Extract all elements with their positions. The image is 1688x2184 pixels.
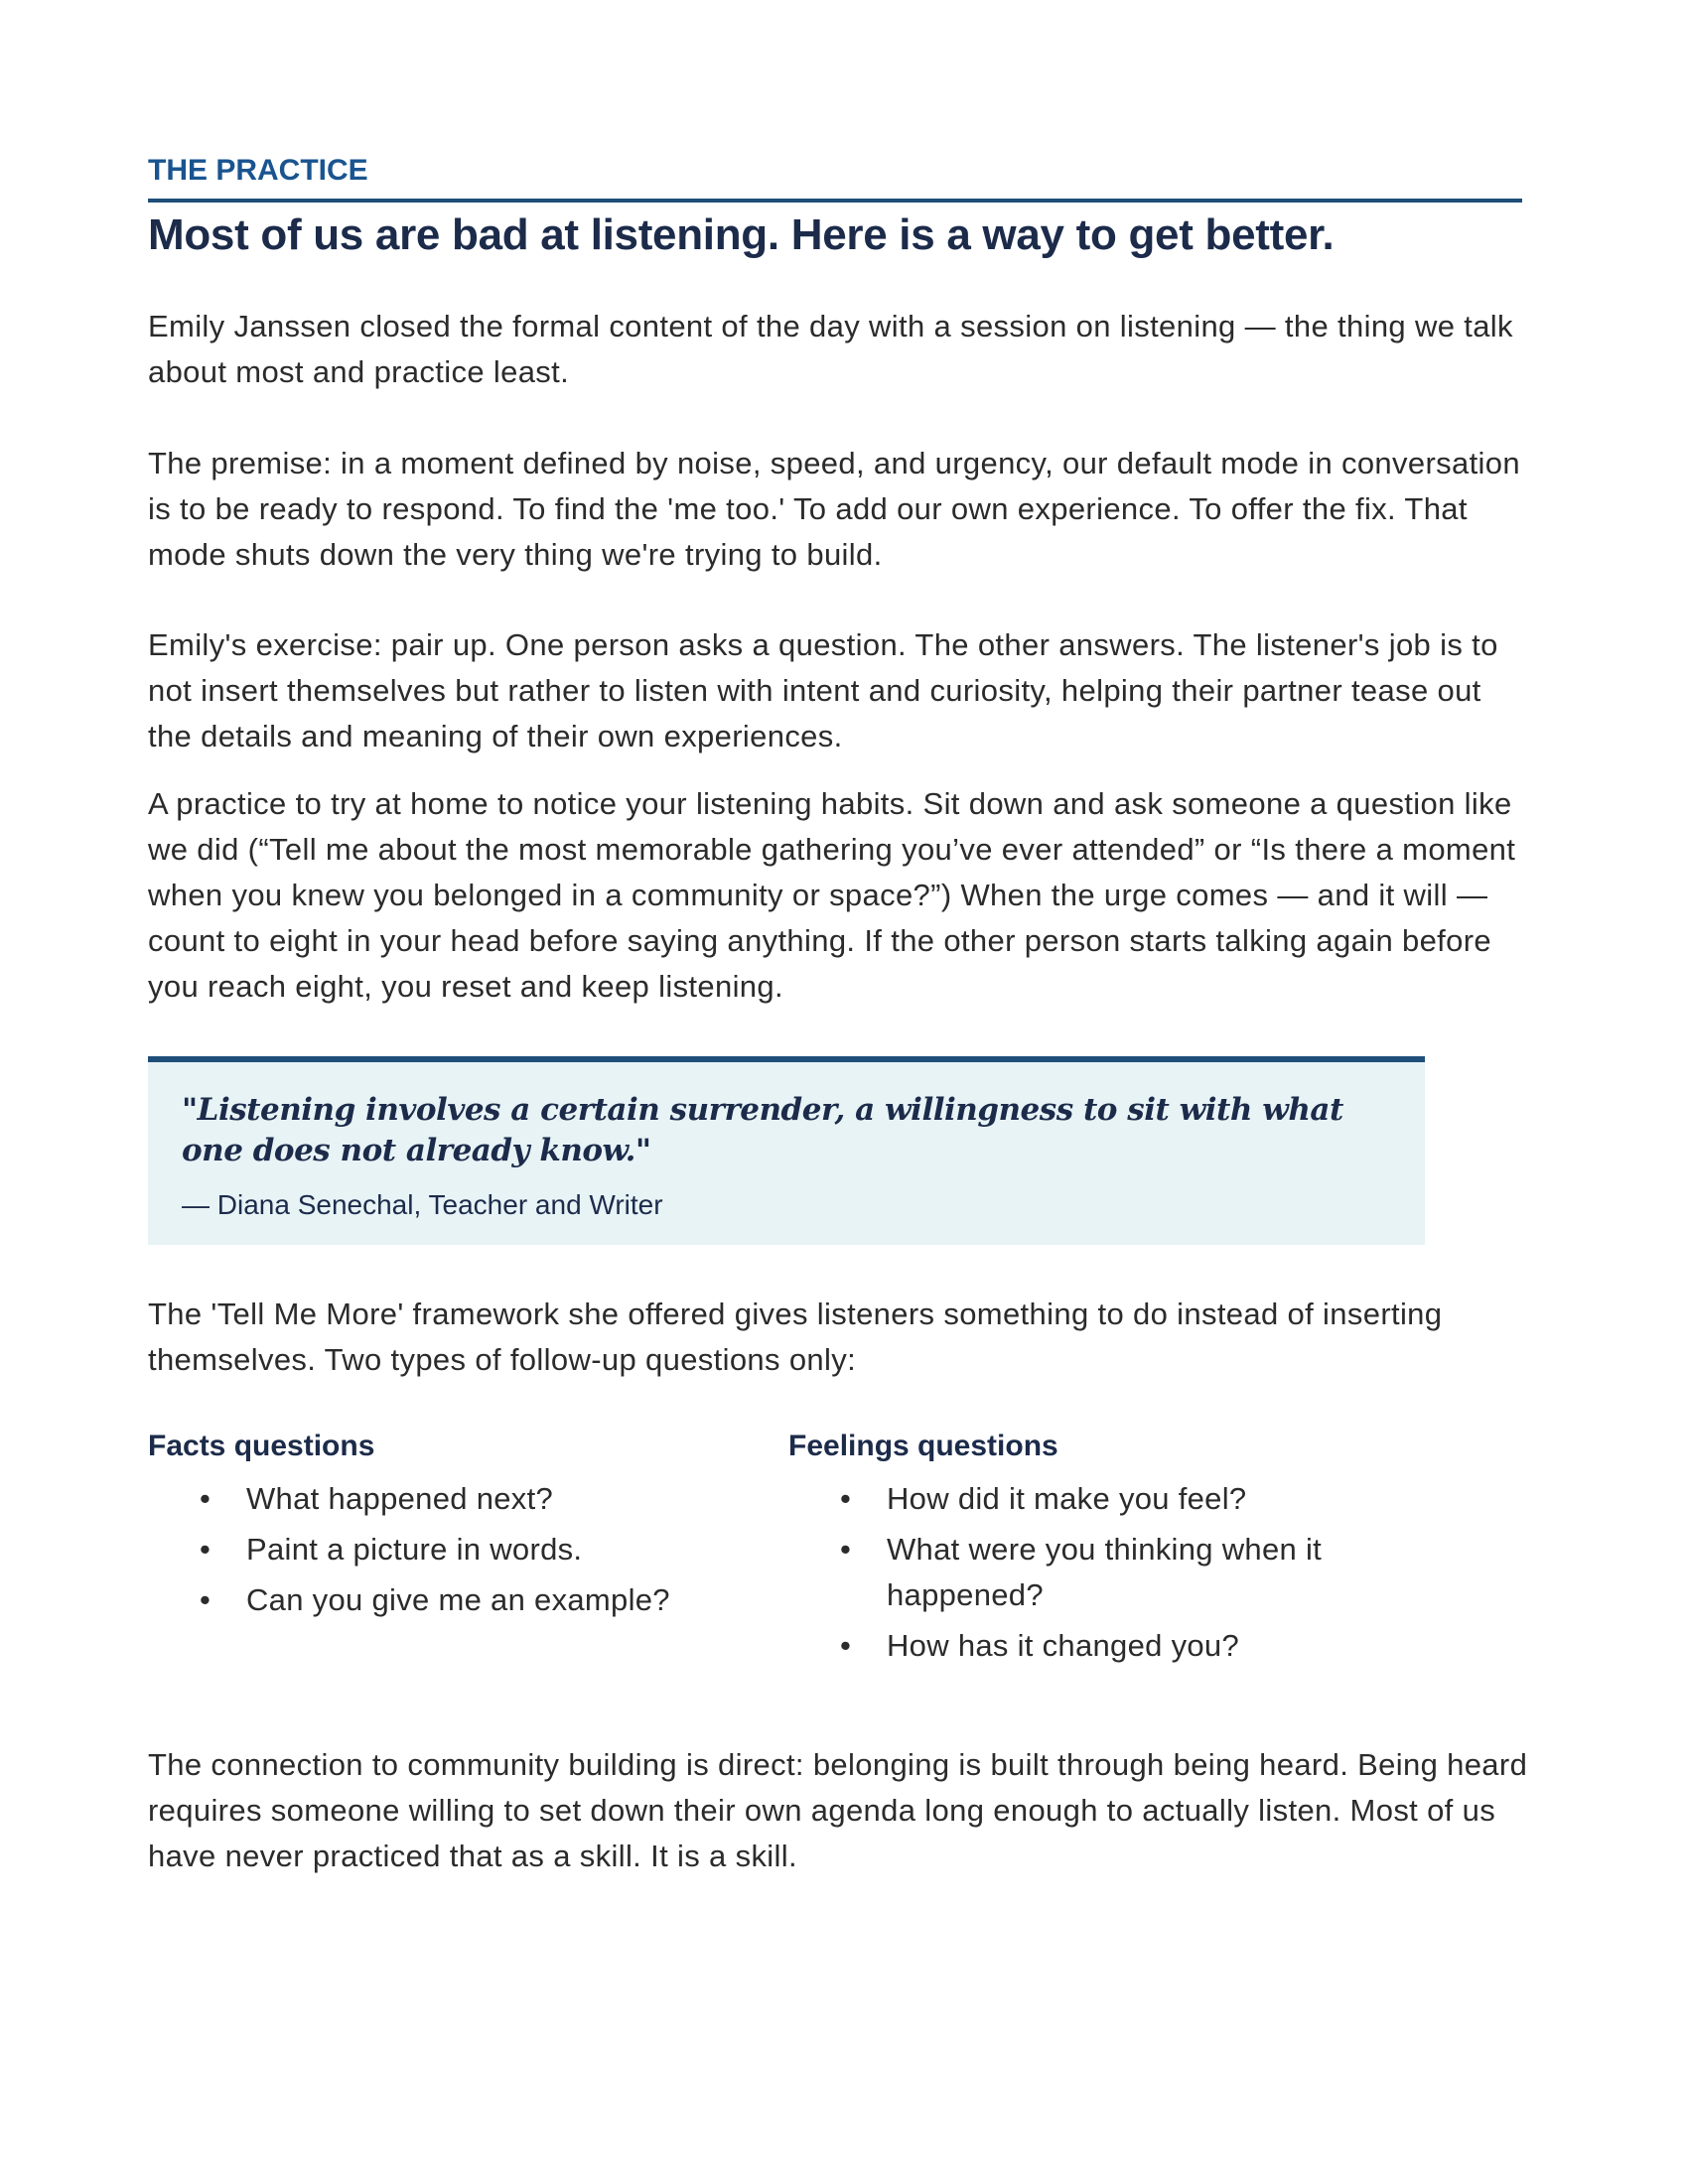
feelings-column xyxy=(788,1430,1344,1671)
list-item-text: Can you give me an example? xyxy=(246,1582,670,1617)
paragraph-framework: The 'Tell Me More' framework she offered gives listeners something to do instead of inserting themselves. Two types of follow-up questions only: xyxy=(148,1297,1443,1377)
paragraph-exercise: Emily's exercise: pair up. One person asks a question. The other answers. The listener's job is to not insert themselves but rather to listen with intent and curiosity, helping their partner tease out the details and meaning of their own experiences. xyxy=(148,627,1498,753)
bullet-icon: • xyxy=(840,1532,852,1567)
facts-column xyxy=(148,1430,744,1625)
list-item xyxy=(148,1473,744,1524)
list-item-text: What happened next? xyxy=(246,1481,554,1516)
facts-list xyxy=(148,1473,744,1625)
paragraph-conclusion: The connection to community building is direct: belonging is built through being heard. Being heard requires someone willing to set down their own agenda long enough to actually listen. Most of us have never practiced that as a skill. It is a skill. xyxy=(148,1747,1528,1873)
bullet-icon: • xyxy=(840,1481,852,1516)
section-divider xyxy=(148,199,1522,203)
paragraph-practice: A practice to try at home to notice your listening habits. Sit down and ask someone a question like we did (“Tell me about the most memorable gathering you’ve ever attended” or “Is there a moment when you knew you belonged in a community or space?”) When the urge comes — and it will — count to eight in your head before saying anything. If the other person starts talking again before you reach eight, you reset and keep listening. xyxy=(148,786,1516,1004)
list-item-text: Paint a picture in words. xyxy=(246,1532,583,1567)
quote-attribution: — Diana Senechal, Teacher and Writer xyxy=(182,1189,663,1220)
bullet-icon: • xyxy=(200,1582,211,1617)
feelings-list xyxy=(788,1473,1344,1671)
paragraph-intro: Emily Janssen closed the formal content of the day with a session on listening — the thing we talk about most and practice least. xyxy=(148,309,1513,389)
pull-quote xyxy=(148,1056,1425,1245)
page-title: Most of us are bad at listening. Here is a way to get better. xyxy=(148,210,1335,259)
list-item xyxy=(788,1473,1344,1524)
section-kicker: THE PRACTICE xyxy=(148,154,368,187)
paragraph-premise: The premise: in a moment defined by noise, speed, and urgency, our default mode in conversation is to be ready to respond. To find the 'me too.' To add our own experience. To offer the fix. That mode shuts down the very thing we're trying to build. xyxy=(148,446,1520,572)
list-item-text: How has it changed you? xyxy=(887,1628,1240,1663)
feelings-heading: Feelings questions xyxy=(788,1430,1058,1462)
bullet-icon: • xyxy=(200,1532,211,1567)
list-item-text: What were you thinking when it happened? xyxy=(887,1532,1323,1612)
list-item xyxy=(148,1574,744,1625)
list-item-text: How did it make you feel? xyxy=(887,1481,1247,1516)
bullet-icon: • xyxy=(200,1481,211,1516)
list-item xyxy=(788,1620,1344,1671)
list-item xyxy=(788,1524,1344,1620)
facts-heading: Facts questions xyxy=(148,1430,375,1462)
quote-text: "Listening involves a certain surrender, a willingness to sit with what one does not already know." xyxy=(182,1092,1343,1168)
bullet-icon: • xyxy=(840,1628,852,1663)
list-item xyxy=(148,1524,744,1574)
